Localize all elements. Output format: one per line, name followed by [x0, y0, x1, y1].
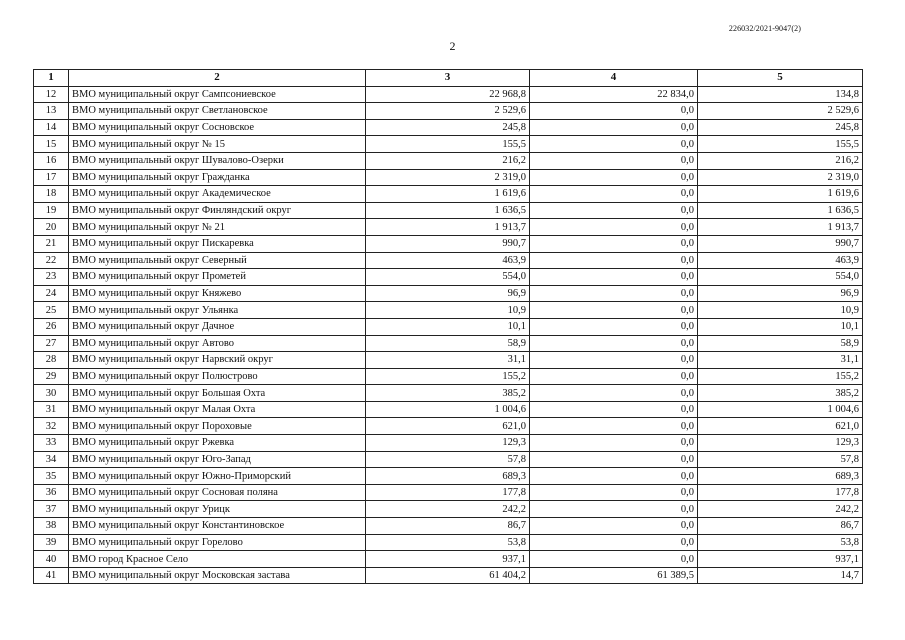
- value-col-4: 61 389,5: [530, 567, 698, 584]
- value-col-4: 0,0: [530, 186, 698, 203]
- table-row: [34, 86, 863, 103]
- row-number: 38: [34, 518, 69, 535]
- table-row: [34, 352, 863, 369]
- value-col-3: 58,9: [366, 335, 530, 352]
- row-number: 31: [34, 401, 69, 418]
- value-col-3: 385,2: [366, 385, 530, 402]
- value-col-4: 0,0: [530, 385, 698, 402]
- value-col-3: 31,1: [366, 352, 530, 369]
- row-number: 24: [34, 285, 69, 302]
- table-row: [34, 235, 863, 252]
- municipality-name: ВМО муниципальный округ № 21: [69, 219, 366, 236]
- table-header-row: [34, 70, 863, 87]
- value-col-3: 2 319,0: [366, 169, 530, 186]
- municipality-name: ВМО муниципальный округ Северный: [69, 252, 366, 269]
- value-col-5: 242,2: [698, 501, 863, 518]
- row-number: 23: [34, 269, 69, 286]
- row-number: 15: [34, 136, 69, 153]
- value-col-5: 10,9: [698, 302, 863, 319]
- value-col-5: 155,5: [698, 136, 863, 153]
- row-number: 20: [34, 219, 69, 236]
- value-col-5: 385,2: [698, 385, 863, 402]
- table-row: [34, 302, 863, 319]
- row-number: 37: [34, 501, 69, 518]
- table-row: [34, 269, 863, 286]
- value-col-3: 10,1: [366, 318, 530, 335]
- value-col-4: 0,0: [530, 202, 698, 219]
- value-col-4: 0,0: [530, 235, 698, 252]
- value-col-5: 96,9: [698, 285, 863, 302]
- row-number: 30: [34, 385, 69, 402]
- value-col-3: 155,5: [366, 136, 530, 153]
- row-number: 12: [34, 86, 69, 103]
- value-col-5: 2 529,6: [698, 103, 863, 120]
- municipality-name: ВМО муниципальный округ Малая Охта: [69, 401, 366, 418]
- table-row: [34, 518, 863, 535]
- value-col-3: 61 404,2: [366, 567, 530, 584]
- municipality-name: ВМО муниципальный округ Пискаревка: [69, 235, 366, 252]
- value-col-4: 0,0: [530, 219, 698, 236]
- value-col-4: 0,0: [530, 468, 698, 485]
- value-col-5: 937,1: [698, 551, 863, 568]
- row-number: 35: [34, 468, 69, 485]
- value-col-5: 1 636,5: [698, 202, 863, 219]
- table-row: [34, 219, 863, 236]
- value-col-4: 0,0: [530, 551, 698, 568]
- row-number: 27: [34, 335, 69, 352]
- value-col-3: 1 619,6: [366, 186, 530, 203]
- value-col-3: 96,9: [366, 285, 530, 302]
- table-row: [34, 551, 863, 568]
- page-number: 2: [449, 39, 456, 53]
- value-col-4: 0,0: [530, 152, 698, 169]
- value-col-4: 0,0: [530, 518, 698, 535]
- value-col-5: 57,8: [698, 451, 863, 468]
- table-row: [34, 484, 863, 501]
- table-row: [34, 401, 863, 418]
- municipality-name: ВМО муниципальный округ Прометей: [69, 269, 366, 286]
- row-number: 25: [34, 302, 69, 319]
- value-col-5: 1 004,6: [698, 401, 863, 418]
- row-number: 39: [34, 534, 69, 551]
- municipality-name: ВМО муниципальный округ Ульянка: [69, 302, 366, 319]
- value-col-5: 1 913,7: [698, 219, 863, 236]
- table-row: [34, 567, 863, 584]
- municipality-name: ВМО муниципальный округ Финляндский округ: [69, 202, 366, 219]
- municipality-name: ВМО муниципальный округ Сампсониевское: [69, 86, 366, 103]
- row-number: 22: [34, 252, 69, 269]
- row-number: 17: [34, 169, 69, 186]
- table-row: [34, 435, 863, 452]
- row-number: 33: [34, 435, 69, 452]
- value-col-3: 129,3: [366, 435, 530, 452]
- value-col-4: 0,0: [530, 484, 698, 501]
- value-col-3: 990,7: [366, 235, 530, 252]
- value-col-4: 0,0: [530, 302, 698, 319]
- value-col-5: 621,0: [698, 418, 863, 435]
- table-row: [34, 252, 863, 269]
- value-col-3: 86,7: [366, 518, 530, 535]
- value-col-5: 155,2: [698, 368, 863, 385]
- row-number: 18: [34, 186, 69, 203]
- value-col-5: 2 319,0: [698, 169, 863, 186]
- municipality-name: ВМО муниципальный округ Пороховые: [69, 418, 366, 435]
- row-number: 41: [34, 567, 69, 584]
- value-col-4: 0,0: [530, 119, 698, 136]
- value-col-3: 1 913,7: [366, 219, 530, 236]
- municipality-name: ВМО муниципальный округ Дачное: [69, 318, 366, 335]
- municipality-name: ВМО муниципальный округ Юго-Запад: [69, 451, 366, 468]
- row-number: 28: [34, 352, 69, 369]
- municipality-name: ВМО муниципальный округ № 15: [69, 136, 366, 153]
- row-number: 19: [34, 202, 69, 219]
- value-col-4: 0,0: [530, 368, 698, 385]
- table-row: [34, 318, 863, 335]
- row-number: 16: [34, 152, 69, 169]
- value-col-4: 0,0: [530, 169, 698, 186]
- table-row: [34, 368, 863, 385]
- municipality-name: ВМО муниципальный округ Академическое: [69, 186, 366, 203]
- value-col-3: 463,9: [366, 252, 530, 269]
- row-number: 13: [34, 103, 69, 120]
- municipality-name: ВМО муниципальный округ Светлановское: [69, 103, 366, 120]
- municipality-name: ВМО муниципальный округ Автово: [69, 335, 366, 352]
- row-number: 40: [34, 551, 69, 568]
- value-col-3: 242,2: [366, 501, 530, 518]
- column-header: 4: [530, 70, 698, 87]
- table-row: [34, 202, 863, 219]
- table-row: [34, 103, 863, 120]
- municipality-name: ВМО муниципальный округ Гражданка: [69, 169, 366, 186]
- column-header: 1: [34, 70, 69, 87]
- value-col-4: 0,0: [530, 103, 698, 120]
- value-col-4: 0,0: [530, 136, 698, 153]
- row-number: 29: [34, 368, 69, 385]
- municipality-name: ВМО муниципальный округ Сосновское: [69, 119, 366, 136]
- municipality-name: ВМО муниципальный округ Княжево: [69, 285, 366, 302]
- value-col-5: 86,7: [698, 518, 863, 535]
- value-col-5: 58,9: [698, 335, 863, 352]
- municipality-name: ВМО муниципальный округ Ржевка: [69, 435, 366, 452]
- value-col-5: 689,3: [698, 468, 863, 485]
- value-col-3: 216,2: [366, 152, 530, 169]
- table-row: [34, 152, 863, 169]
- value-col-3: 1 636,5: [366, 202, 530, 219]
- value-col-5: 31,1: [698, 352, 863, 369]
- table-row: [34, 451, 863, 468]
- value-col-4: 0,0: [530, 352, 698, 369]
- value-col-3: 621,0: [366, 418, 530, 435]
- table-body: [34, 86, 863, 584]
- value-col-3: 155,2: [366, 368, 530, 385]
- value-col-4: 0,0: [530, 252, 698, 269]
- table-row: [34, 169, 863, 186]
- municipality-name: ВМО муниципальный округ Сосновая поляна: [69, 484, 366, 501]
- value-col-4: 0,0: [530, 269, 698, 286]
- table-row: [34, 385, 863, 402]
- value-col-5: 177,8: [698, 484, 863, 501]
- municipality-name: ВМО город Красное Село: [69, 551, 366, 568]
- document-id: 226032/2021-9047(2): [728, 24, 801, 33]
- value-col-3: 2 529,6: [366, 103, 530, 120]
- value-col-3: 10,9: [366, 302, 530, 319]
- value-col-4: 0,0: [530, 451, 698, 468]
- value-col-4: 0,0: [530, 534, 698, 551]
- allocation-table: [33, 69, 863, 584]
- value-col-4: 0,0: [530, 335, 698, 352]
- table-row: [34, 119, 863, 136]
- value-col-4: 22 834,0: [530, 86, 698, 103]
- value-col-3: 57,8: [366, 451, 530, 468]
- row-number: 32: [34, 418, 69, 435]
- value-col-5: 463,9: [698, 252, 863, 269]
- value-col-3: 937,1: [366, 551, 530, 568]
- value-col-5: 10,1: [698, 318, 863, 335]
- municipality-name: ВМО муниципальный округ Шувалово-Озерки: [69, 152, 366, 169]
- municipality-name: ВМО муниципальный округ Южно-Приморский: [69, 468, 366, 485]
- table-row: [34, 418, 863, 435]
- value-col-5: 129,3: [698, 435, 863, 452]
- value-col-3: 177,8: [366, 484, 530, 501]
- municipality-name: ВМО муниципальный округ Нарвский округ: [69, 352, 366, 369]
- municipality-name: ВМО муниципальный округ Московская застава: [69, 567, 366, 584]
- row-number: 26: [34, 318, 69, 335]
- value-col-5: 245,8: [698, 119, 863, 136]
- value-col-5: 134,8: [698, 86, 863, 103]
- column-header: 5: [698, 70, 863, 87]
- value-col-4: 0,0: [530, 501, 698, 518]
- municipality-name: ВМО муниципальный округ Горелово: [69, 534, 366, 551]
- table-row: [34, 136, 863, 153]
- value-col-5: 53,8: [698, 534, 863, 551]
- municipality-name: ВМО муниципальный округ Полюстрово: [69, 368, 366, 385]
- column-header: 3: [366, 70, 530, 87]
- value-col-4: 0,0: [530, 318, 698, 335]
- value-col-3: 554,0: [366, 269, 530, 286]
- value-col-5: 1 619,6: [698, 186, 863, 203]
- row-number: 21: [34, 235, 69, 252]
- row-number: 36: [34, 484, 69, 501]
- municipality-name: ВМО муниципальный округ Урицк: [69, 501, 366, 518]
- value-col-4: 0,0: [530, 435, 698, 452]
- table-row: [34, 335, 863, 352]
- value-col-4: 0,0: [530, 285, 698, 302]
- table-row: [34, 501, 863, 518]
- value-col-5: 554,0: [698, 269, 863, 286]
- column-header: 2: [69, 70, 366, 87]
- value-col-4: 0,0: [530, 418, 698, 435]
- value-col-5: 216,2: [698, 152, 863, 169]
- value-col-3: 689,3: [366, 468, 530, 485]
- table-row: [34, 285, 863, 302]
- row-number: 14: [34, 119, 69, 136]
- value-col-5: 990,7: [698, 235, 863, 252]
- value-col-3: 245,8: [366, 119, 530, 136]
- value-col-4: 0,0: [530, 401, 698, 418]
- municipality-name: ВМО муниципальный округ Большая Охта: [69, 385, 366, 402]
- value-col-3: 22 968,8: [366, 86, 530, 103]
- table-row: [34, 468, 863, 485]
- value-col-5: 14,7: [698, 567, 863, 584]
- table-row: [34, 534, 863, 551]
- table-row: [34, 186, 863, 203]
- municipality-name: ВМО муниципальный округ Константиновское: [69, 518, 366, 535]
- value-col-3: 53,8: [366, 534, 530, 551]
- value-col-3: 1 004,6: [366, 401, 530, 418]
- row-number: 34: [34, 451, 69, 468]
